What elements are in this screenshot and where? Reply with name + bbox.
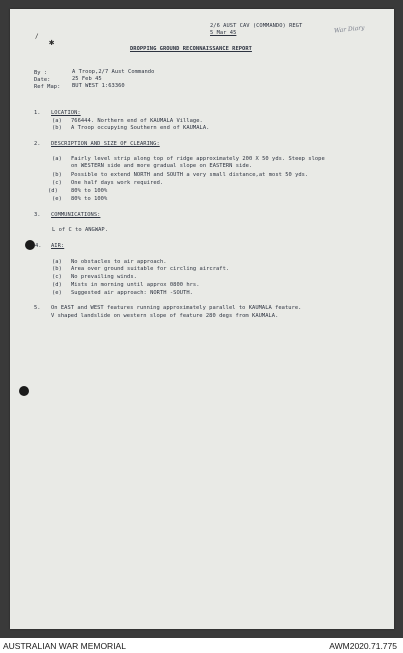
section-5-line-1: On EAST and WEST features running approximately parallel to KAUMALA feature. — [51, 305, 302, 311]
section-2-item-c-mark: (c) — [52, 180, 62, 186]
meta-value-date: 25 Feb 45 — [72, 76, 102, 82]
section-2-number: 2. — [34, 141, 41, 147]
section-4-heading: AIR: — [51, 243, 65, 249]
section-4-item-c: No prevailing winds. — [71, 274, 137, 280]
section-2-item-b-mark: (b) — [52, 172, 62, 178]
meta-value-by: A Troop,2/7 Aust Commando — [72, 69, 155, 75]
section-5-line-2: V shaped landslide on western slope of feature 280 degs from KAUMALA. — [51, 313, 279, 319]
section-3-heading: COMMUNICATIONS: — [51, 212, 101, 218]
section-1-item-b-mark: (b) — [52, 125, 62, 131]
section-1-item-a-mark: (a) — [52, 118, 62, 124]
meta-value-map: BUT WEST 1:63360 — [72, 83, 125, 89]
archive-reference: AWM2020.71.775 — [329, 641, 397, 651]
section-4-item-a: No obstacles to air approach. — [71, 259, 167, 265]
archive-footer — [0, 638, 403, 653]
section-2-item-d: 80% to 100% — [71, 188, 108, 194]
section-4-item-d-mark: (d) — [52, 282, 62, 288]
archive-name: AUSTRALIAN WAR MEMORIAL — [3, 641, 126, 651]
meta-label-by: By : — [34, 70, 48, 76]
section-3-text: L of C to ANGWAP. — [52, 227, 109, 233]
section-4-number: 4. — [35, 243, 42, 249]
pen-mark-icon: ✱ — [49, 38, 55, 48]
meta-label-map: Ref Map: — [34, 84, 61, 90]
section-5-number: 5. — [34, 305, 41, 311]
section-4-item-b: Area over ground suitable for circling aircraft. — [71, 266, 230, 272]
section-1-number: 1. — [34, 110, 41, 116]
section-2-item-c: One half days work required. — [71, 180, 164, 186]
section-4-item-a-mark: (a) — [52, 259, 62, 265]
section-4-item-d: Mists in morning until approx 0800 hrs. — [71, 282, 200, 288]
meta-label-date: Date: — [34, 77, 51, 83]
handwritten-annotation: War Diary — [333, 24, 365, 35]
section-4-item-b-mark: (b) — [52, 266, 62, 272]
section-2-item-a: Fairly level strip along top of ridge approximately 200 X 50 yds. Steep slope — [71, 156, 325, 162]
section-2-item-a-mark: (a) — [52, 156, 62, 162]
section-2-item-e-mark: (e) — [52, 196, 62, 202]
punch-hole-icon — [19, 386, 29, 396]
unit-name: 2/6 AUST CAV (COMMANDO) REGT — [210, 23, 303, 29]
section-3-number: 3. — [34, 212, 41, 218]
section-1-item-b: A Troop occupying Southern end of KAUMALA. — [71, 125, 210, 131]
section-2-item-e: 80% to 100% — [71, 196, 108, 202]
section-4-item-e: Suggested air approach: NORTH -SOUTH. — [71, 290, 193, 296]
section-1-heading: LOCATION: — [51, 110, 81, 116]
section-1-item-a: 766444. Northern end of KAUMALA Village. — [71, 118, 203, 124]
section-2-heading: DESCRIPTION AND SIZE OF CLEARING: — [51, 141, 160, 147]
section-4-item-c-mark: (c) — [52, 274, 62, 280]
section-2-item-b: Possible to extend NORTH and SOUTH a very small distance,at most 50 yds. — [71, 172, 309, 178]
pen-tick-icon: / — [35, 33, 39, 40]
report-title: DROPPING GROUND RECONNAISSANCE REPORT — [130, 46, 252, 52]
section-2-item-a-cont: on WESTERN side and more gradual slope on EASTERN side. — [71, 163, 253, 169]
section-2-item-d-mark: (d) — [48, 188, 58, 194]
punch-hole-icon — [25, 240, 35, 250]
section-4-item-e-mark: (e) — [52, 290, 62, 296]
report-date: 5 Mar 45 — [210, 30, 237, 36]
